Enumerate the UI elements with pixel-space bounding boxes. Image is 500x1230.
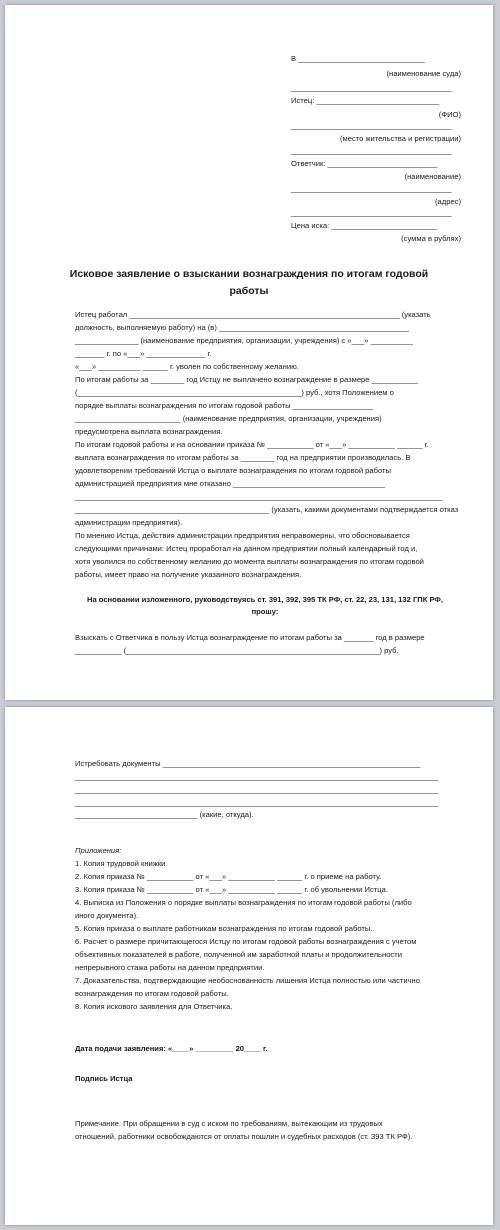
- attachment-item: 5. Копия приказа о выплате работникам вознаграждения по итогам годовой работы.: [75, 924, 373, 933]
- attachment-item: 4. Выписка из Положения о порядке выплаты вознаграждения по итогам годовой работы (либо: [75, 898, 412, 907]
- residence-line-2: ______________________________________: [291, 146, 452, 155]
- body-line: хотя уволился по собственному желанию до момента выплаты вознаграждения по итогам годовой: [75, 557, 424, 566]
- body-line: должность, выполняемую работу) на (в) _____________________________________________: [75, 323, 410, 332]
- attachments-title: Приложения:: [75, 846, 122, 855]
- body-line: _______ г. по «___» ______________ г.: [75, 349, 212, 358]
- note-line: отношений, работники освобождаются от оплаты пошлин и судебных расходов (ст. 393 ТК РФ).: [75, 1132, 413, 1141]
- attachment-item: иного документа).: [75, 911, 139, 920]
- court-line: ______________________________________: [291, 83, 452, 92]
- attachment-item: 2. Копия приказа № ___________ от «___» ___________ ______ г. о приеме на работу.: [75, 872, 382, 881]
- body-line: администрации предприятия).: [75, 518, 183, 527]
- body-line: следующими причинами: Истец проработал на данном предприятии полный календарный год и,: [75, 544, 418, 553]
- plaintiff-caption: (ФИО): [438, 110, 461, 119]
- body-line: По итогам работы за ________ год Истцу не выплачено вознаграждение в размере ___________: [75, 375, 419, 384]
- body-line: администрацией предприятия мне отказано ____________________________________: [75, 479, 386, 488]
- address-line: ______________________________________: [291, 184, 452, 193]
- address-line-2: ______________________________________: [291, 208, 452, 217]
- attachment-item: вознаграждения по итогам годовой работы.: [75, 989, 229, 998]
- demand-line: Истребовать документы _____________________________________________________________: [75, 759, 421, 768]
- residence-line: ______________________________________: [291, 121, 452, 130]
- document-title: Исковое заявление о взыскании вознаграждения по итогам годовой работы: [69, 268, 429, 297]
- defendant-caption: (наименование): [404, 172, 461, 181]
- demand-line: _____________________________ (какие, откуда).: [75, 810, 254, 819]
- plaintiff-signature: Подпись Истца: [75, 1074, 133, 1083]
- attachment-item: объективных показателей в работе, полученной им заработной платы и продолжительности: [75, 950, 402, 959]
- body-line: работы, имеет право на получение указанного вознаграждения.: [75, 570, 302, 579]
- legal-basis: На основании изложенного, руководствуясь ст. 391, 392, 395 ТК РФ, ст. 22, 23, 131, 132 ГПК РФ,: [86, 595, 444, 604]
- address-caption: (адрес): [435, 197, 461, 206]
- body-line: порядке выплаты вознаграждения по итогам годовой работы ___________________: [75, 401, 373, 410]
- body-line: По мнению Истца, действия администрации предприятия неправомерны, что обосновывается: [75, 531, 410, 540]
- body-line: «___» __________ ______ г. уволен по собственному желанию.: [75, 362, 299, 371]
- attachment-item: 1. Копия трудовой книжки.: [75, 859, 168, 868]
- plaintiff-field: Истец: _____________________________: [291, 96, 439, 105]
- body-line: _______________________________________________________________________________________: [75, 492, 443, 501]
- claim-price-field: Цена иска: _________________________: [291, 221, 437, 230]
- body-line: удовлетворении требований Истца о выплате вознаграждения по итогам годовой работы: [75, 466, 391, 475]
- body-line: предусмотрена выплата вознаграждения.: [75, 427, 223, 436]
- demand-line: ______________________________________________________________________________________: [75, 798, 439, 807]
- attachment-item: 6. Расчет о размере причитающегося Истцу по итогам годовой работы вознаграждения с учетом: [75, 937, 417, 946]
- attachment-item: 8. Копия искового заявления для Ответчика.: [75, 1002, 233, 1011]
- claim-price-caption: (сумма в рублях): [401, 234, 461, 243]
- attachment-item: 3. Копия приказа № ___________ от «___» ___________ ______ г. об увольнении Истца.: [75, 885, 388, 894]
- request-word: прошу:: [251, 607, 279, 616]
- court-field: В ______________________________: [291, 54, 425, 63]
- body-line: _______________ (наименование предприятия, организации, учреждения) с «___» __________: [75, 336, 413, 345]
- residence-caption: (место жительства и регистрации): [339, 134, 461, 143]
- body-line: (_____________________________________________________) руб., хотя Положением о: [75, 388, 394, 397]
- note-line: Примечание. При обращении в суд с иском по требованиям, вытекающим из трудовых: [75, 1119, 383, 1128]
- body-line: выплата вознаграждения по итогам работы за ________ год на предприятии производилась. В: [75, 453, 411, 462]
- body-line: По итогам годовой работы и на основании приказа № ___________ от «___» ___________ ______ г.: [75, 440, 429, 449]
- court-caption: (наименование суда): [386, 69, 461, 78]
- request-line: Взыскать с Ответчика в пользу Истца вознаграждение по итогам работы за _______ год в размере: [75, 633, 425, 642]
- document-page-1: [5, 5, 493, 700]
- body-line: _________________________ (наименование предприятия, организации, учреждения): [75, 414, 382, 423]
- body-line: Истец работал ________________________________________________________________ (указать: [75, 310, 431, 319]
- defendant-field: Ответчик: __________________________: [291, 159, 438, 168]
- demand-line: ______________________________________________________________________________________: [75, 785, 439, 794]
- demand-line: ______________________________________________________________________________________: [75, 772, 439, 781]
- request-line: ___________ (____________________________________________________________) руб.: [75, 646, 399, 655]
- filing-date: Дата подачи заявления: «____» _________ 20____ г.: [75, 1044, 268, 1053]
- attachment-item: непрерывного стажа работы на данном предприятии.: [75, 963, 265, 972]
- body-line: ______________________________________________ (указать, какими документами подтверждается отказ: [75, 505, 459, 514]
- document-page-2: [5, 707, 493, 1225]
- attachment-item: 7. Доказательства, подтверждающие необоснованность лишения Истца полностью или частично: [75, 976, 420, 985]
